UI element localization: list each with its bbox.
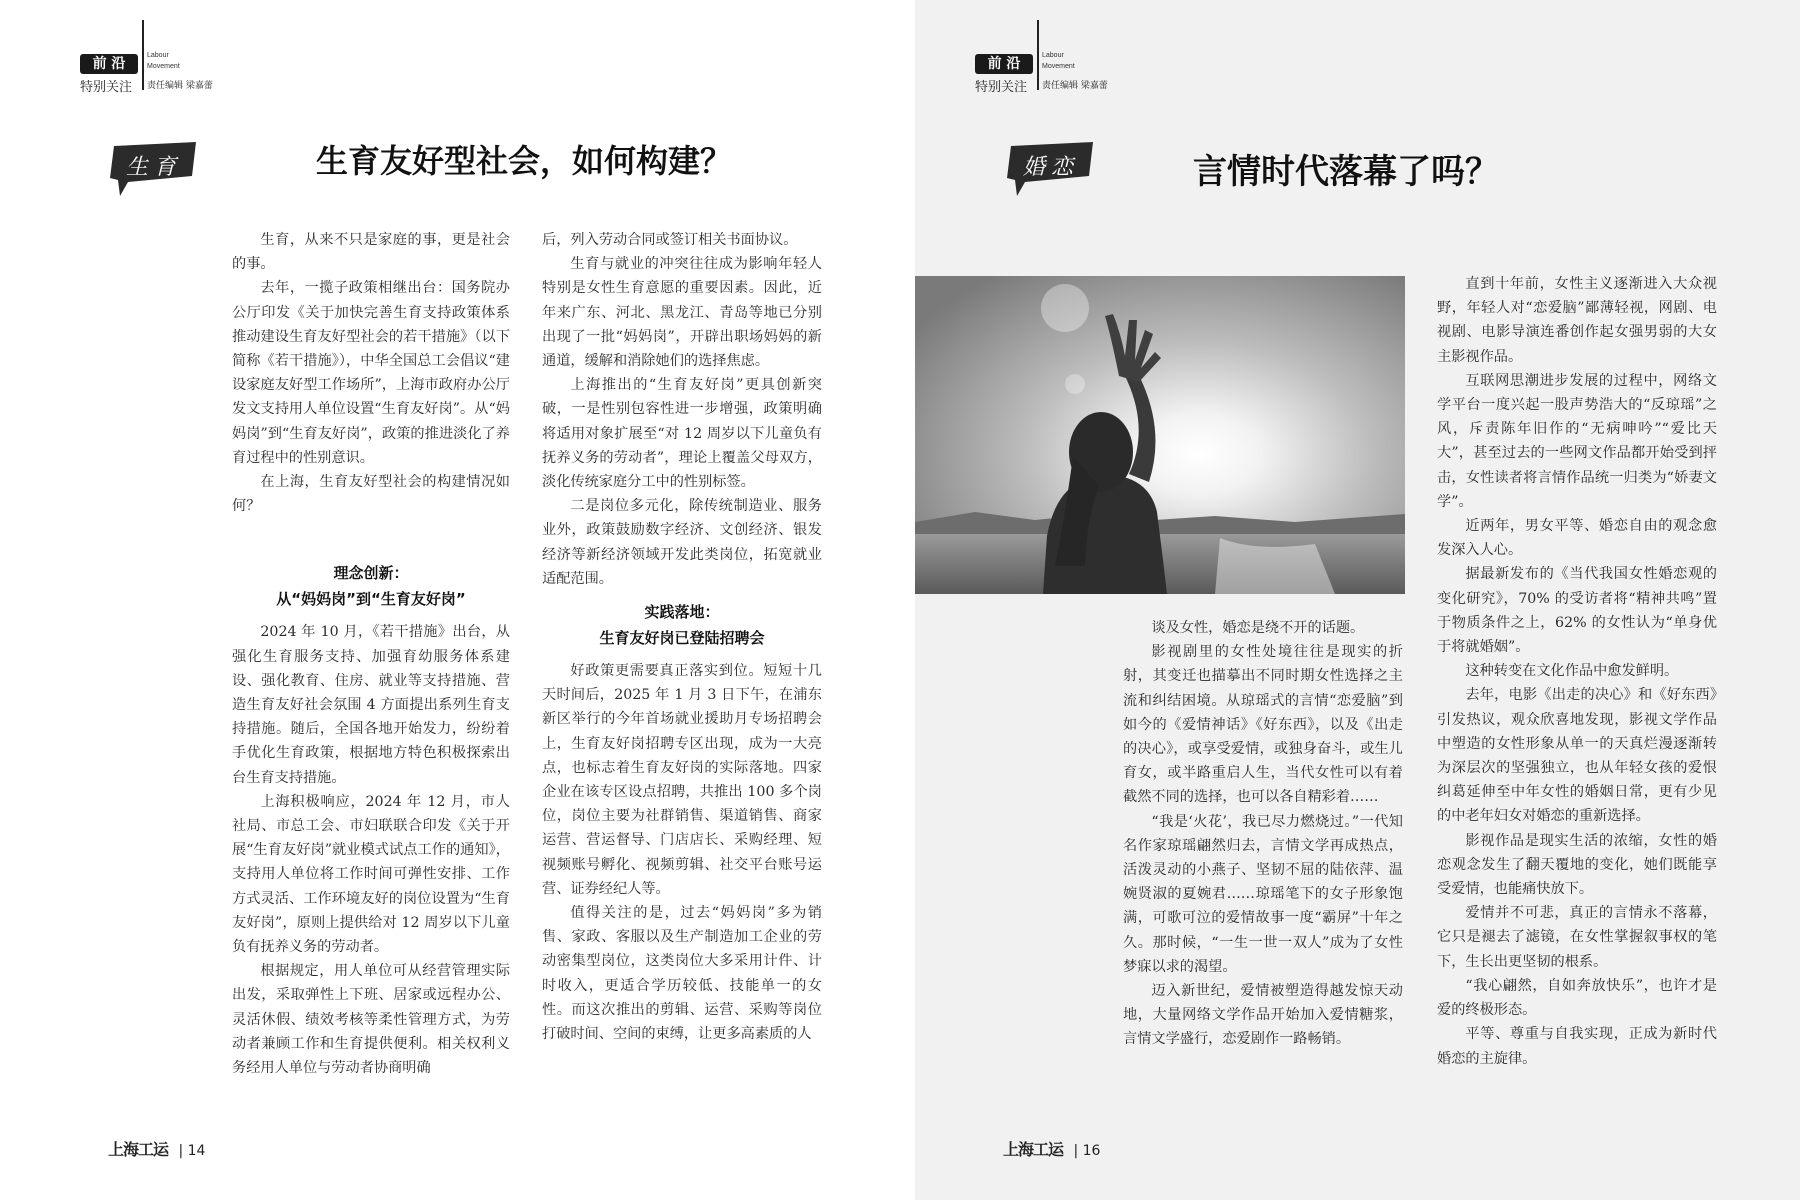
page-footer (108, 1137, 205, 1160)
paragraph: 迈入新世纪，爱情被塑造得越发惊天动地，大量网络文学作品开始加入爱情糖浆，言情文学盛行，恋爱剧作一路畅销。 (1123, 983, 1403, 1048)
photo-image (915, 276, 1405, 594)
article-title: 生育友好型社会，如何构建？ (316, 142, 733, 180)
paragraph: 生育与就业的冲突往往成为影响年轻人特别是女性生育意愿的重要因素。因此，近年来广东、河北、黑龙江、青岛等地已分别出现了一批“妈妈岗”，开辟出职场妈妈的新通道，缓解和消除她们的选择焦虑。 (542, 256, 822, 370)
header-section: 特别关注 (975, 80, 1028, 95)
header-divider (1037, 20, 1039, 90)
magazine-logo: 上海工运 (108, 1140, 169, 1159)
header-divider (142, 20, 144, 90)
header-editor: 责任编辑 梁嘉蕾 (147, 81, 213, 91)
article-column-2 (542, 228, 822, 1046)
paragraph: 据最新发布的《当代我国女性婚恋观的变化研究》，70% 的受访者将“精神共鸣”置于物质条件之上，62% 的女性认为“单身优于将就婚姻”。 (1437, 566, 1717, 656)
woman-sunset-photo (915, 276, 1405, 594)
section-heading: 理念创新： (333, 564, 409, 583)
paragraph: 后，列入劳动合同或签订相关书面协议。 (542, 232, 798, 248)
paragraph: 谈及女性，婚恋是绕不开的话题。 (1151, 620, 1365, 636)
paragraph: 上海积极响应，2024 年 12 月，市人社局、市总工会、市妇联联合印发《关于开展“生育友好岗”就业模式试点工作的通知》，支持用人单位将工作时间可弹性安排、工作方式灵活、工作环境友好的岗位设置为“生育友好岗”，原则上提供给对 12 周岁以下儿童负有抚养义务的劳动者。 (232, 793, 510, 956)
paragraph: 根据规定，用人单位可从经营管理实际出发，采取弹性上下班、居家或远程办公、灵活休假、绩效考核等柔性管理方式，为劳动者兼顾工作和生育提供便利。相关权利义务经用人单位与劳动者协商明确 (232, 963, 510, 1077)
footer-separator: | (1073, 1143, 1079, 1159)
paragraph: 好政策更需要真正落实到位。短短十几天时间后，2025 年 1 月 3 日下午，在浦东新区举行的今年首场就业援助月专场招聘会上，生育友好岗招聘专区出现，成为一大亮点，也标志着生育友好岗的实际落地。四家企业在该专区设点招聘，共推出 100 多个岗位，岗位主要为社群销售、渠道销售、商家运营、营运督导、门店店长、采购经理、短视频账号孵化、视频剪辑、社交平台账号运营、证券经纪人等。 (542, 663, 822, 897)
right-page (915, 0, 1800, 1200)
paragraph: 影视作品是现实生活的浓缩，女性的婚恋观念发生了翻天覆地的变化，她们既能享受爱情，也能痛快放下。 (1437, 832, 1717, 898)
paragraph: 2024 年 10 月，《若干措施》出台，从强化生育服务支持、加强育幼服务体系建设、强化教育、住房、就业等支持措施、营造生育友好社会氛围 4 方面提出系列生育支持措施。随后，全国各地开始发力，纷纷着手优化生育政策，根据地方特色积极探索出台生育支持措施。 (232, 624, 510, 786)
paragraph: 直到十年前，女性主义逐渐进入大众视野，年轻人对“恋爱脑”鄙薄轻视，网剧、电视剧、电影导演连番创作起女强男弱的大女主影视作品。 (1437, 276, 1717, 365)
article-column-1 (1123, 616, 1403, 1052)
header-section: 特别关注 (80, 80, 133, 95)
section-subheading: 从“妈妈岗”到“生育友好岗” (276, 590, 466, 609)
paragraph: 平等、尊重与自我实现，正成为新时代婚恋的主旋律。 (1437, 1026, 1717, 1067)
section-heading: 实践落地： (644, 603, 720, 622)
header-editor: 责任编辑 梁嘉蕾 (1042, 81, 1108, 91)
header-en-line1: Labour (147, 52, 169, 59)
paragraph: 二是岗位多元化，除传统制造业、服务业外，政策鼓励数字经济、文创经济、银发经济等新经济领域开发此类岗位，拓宽就业适配范围。 (542, 498, 822, 587)
article-column-2 (1437, 272, 1717, 1071)
paragraph: 近两年，男女平等、婚恋自由的观念愈发深入人心。 (1437, 518, 1717, 559)
paragraph: “我心翩然，自如奔放快乐”，也许才是爱的终极形态。 (1437, 977, 1717, 1019)
topic-tag-label: 婚恋 (1023, 155, 1080, 180)
paragraph: 生育，从来不只是家庭的事，更是社会的事。 (232, 232, 510, 273)
paragraph: 上海推出的“生育友好岗”更具创新突破，一是性别包容性进一步增强，政策明确将适用对象扩展至“对 12 周岁以下儿童负有抚养义务的劳动者”，理论上覆盖父母双方，淡化传统家庭分工中的性别标签。 (542, 377, 822, 491)
topic-tag (1005, 140, 1097, 196)
paragraph: 爱情并不可悲，真正的言情永不落幕，它只是褪去了滤镜，在女性掌握叙事权的笔下，生长出更坚韧的根系。 (1437, 905, 1717, 970)
header-en-line1: Labour (1042, 52, 1064, 59)
article-column-1 (232, 228, 510, 1080)
topic-tag-label: 生育 (126, 155, 183, 180)
paragraph: 这种转变在文化作品中愈发鲜明。 (1465, 663, 1679, 680)
paragraph: 影视剧里的女性处境往往是现实的折射，其变迁也描摹出不同时期女性选择之主流和纠结困境。从琼瑶式的言情“恋爱脑”到如今的《爱情神话》《好东西》，以及《出走的决心》，或享受爱情，或独身奋斗，或生儿育女，或半路重启人生，当代女性可以有着截然不同的选择，也可以各自精彩着…… (1123, 644, 1403, 806)
section-badge: 前 沿 (975, 54, 1033, 74)
header-en-line2: Movement (147, 63, 180, 70)
paragraph: “我是‘火花’，我已尽力燃烧过。”一代知名作家琼瑶翩然归去，言情文学再成热点，活泼灵动的小燕子、坚韧不屈的陆依萍、温婉贤淑的夏婉君……琼瑶笔下的女子形象饱满，可歌可泣的爱情故事一度“霸屏”十年之久。那时候，“一生一世一双人”成为了女性梦寐以求的渴望。 (1123, 813, 1403, 975)
paragraph: 去年，一揽子政策相继出台：国务院办公厅印发《关于加快完善生育支持政策体系推动建设生育友好型社会的若干措施》（以下简称《若干措施》），中华全国总工会倡议“建设家庭友好型工作场所”，上海市政府办公厅发文支持用人单位设置“生育友好岗”。从“妈妈岗”到“生育友好岗”，政策的推进淡化了养育过程中的性别意识。 (232, 280, 510, 466)
section-badge: 前 沿 (80, 54, 138, 74)
section-subheading: 生育友好岗已登陆招聘会 (599, 629, 765, 648)
paragraph: 在上海，生育友好型社会的构建情况如何？ (232, 474, 510, 515)
article-title: 言情时代落幕了吗？ (1193, 152, 1499, 192)
magazine-logo: 上海工运 (1003, 1140, 1064, 1159)
page-number: 14 (187, 1143, 206, 1159)
paragraph: 去年，电影《出走的决心》和《好东西》引发热议，观众欣喜地发现，影视文学作品中塑造的女性形象从单一的天真烂漫逐渐转为深层次的坚强独立，也从年轻女孩的爱恨纠葛延伸至中年女性的婚姻日常，更有少见的中老年妇女对婚恋的重新选择。 (1437, 687, 1717, 825)
header-en-line2: Movement (1042, 63, 1075, 70)
footer-separator: | (178, 1143, 184, 1159)
topic-tag (108, 140, 200, 196)
paragraph: 互联网思潮进步发展的过程中，网络文学平台一度兴起一股声势浩大的“反琼瑶”之风，斥责陈年旧作的“无病呻吟”“爱比天大”，甚至过去的一些网文作品都开始受到抨击，女性读者将言情作品统一归类为“娇妻文学”。 (1437, 372, 1717, 510)
page-number: 16 (1082, 1143, 1101, 1159)
page-footer (1003, 1137, 1100, 1160)
paragraph: 值得关注的是，过去“妈妈岗”多为销售、家政、客服以及生产制造加工企业的劳动密集型岗位，这类岗位大多采用计件、计时收入，更适合学历较低、技能单一的女性。而这次推出的剪辑、运营、采购等岗位打破时间、空间的束缚，让更多高素质的人 (542, 905, 822, 1043)
